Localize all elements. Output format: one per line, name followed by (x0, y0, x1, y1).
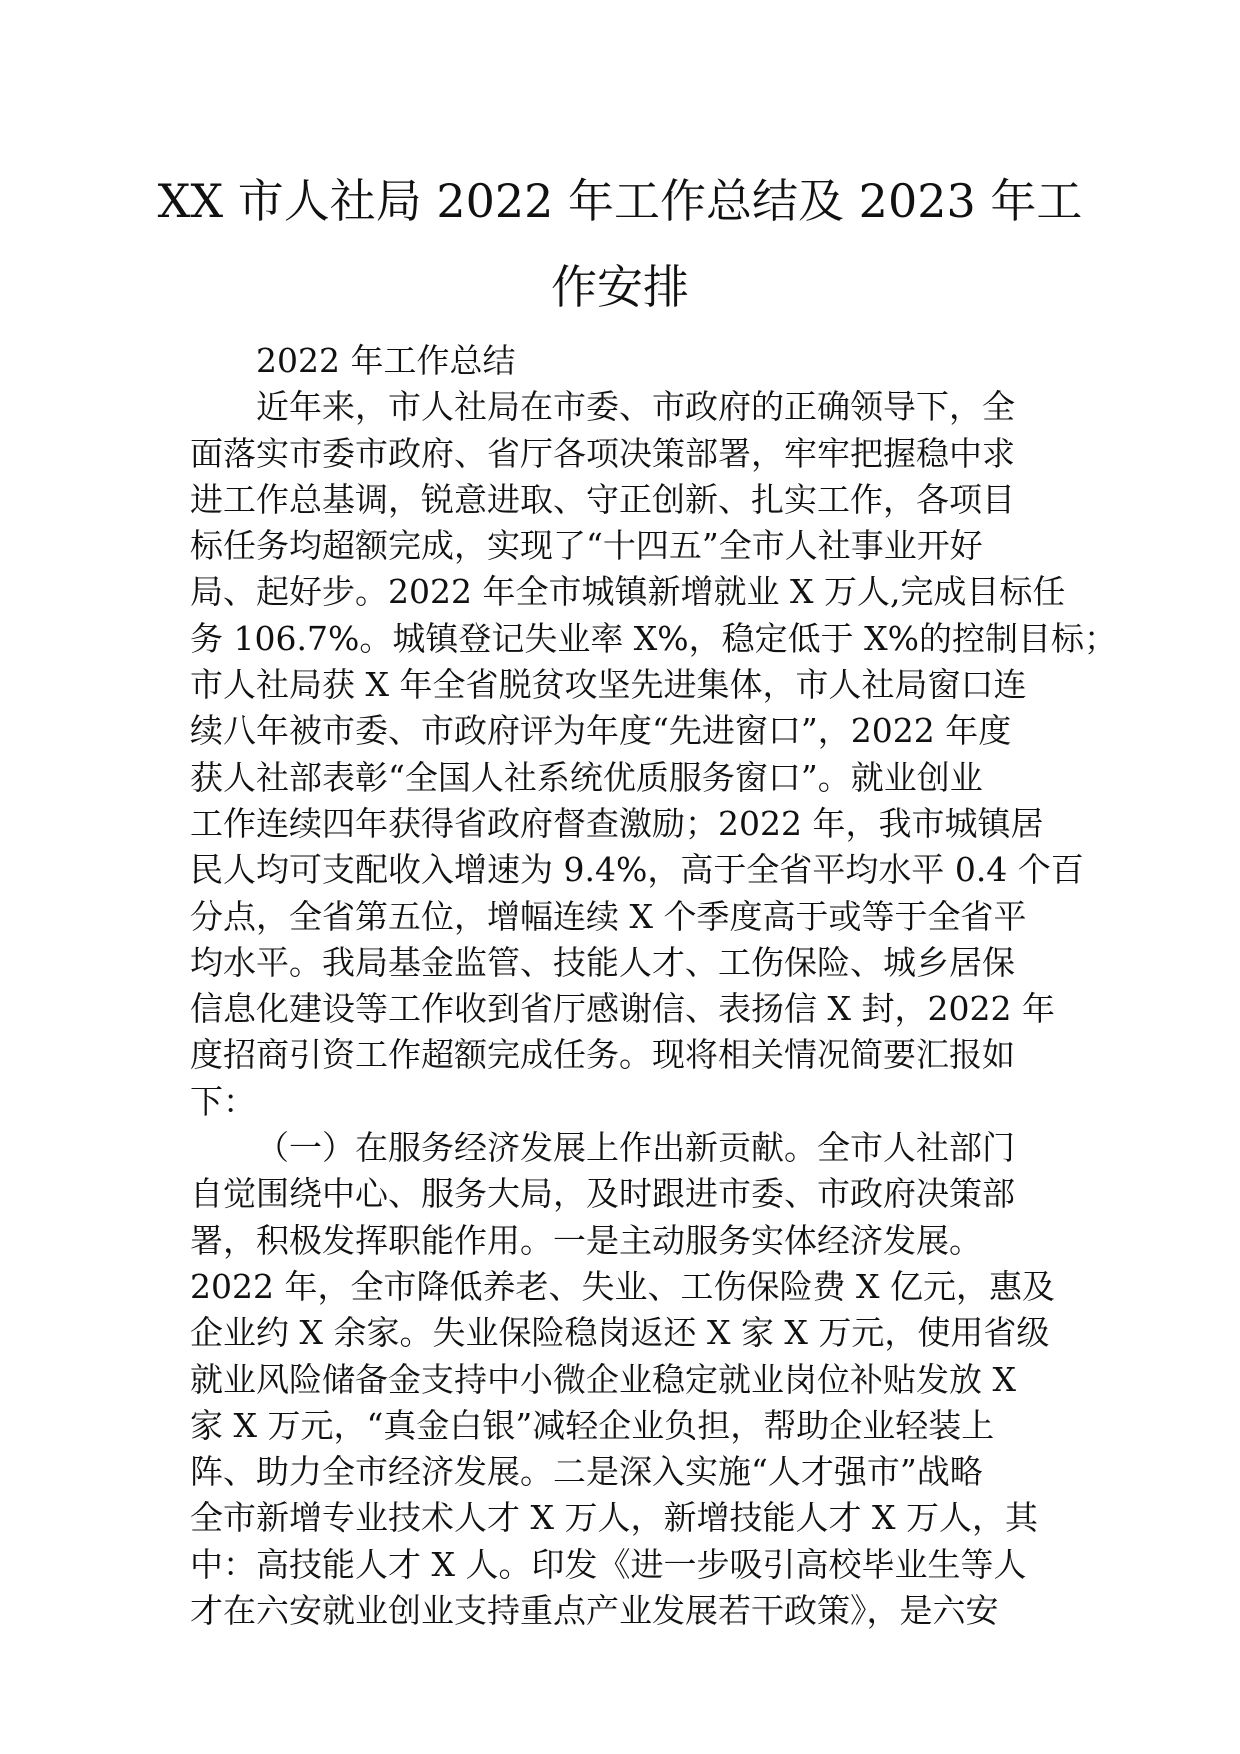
paragraph-line: 家 X 万元，“真金白银”减轻企业负担，帮助企业轻装上 (190, 1405, 995, 1445)
paragraph-line: 就业风险储备金支持中小微企业稳定就业岗位补贴发放 X (190, 1359, 1016, 1399)
paragraph-line: 面落实市委市政府、省厅各项决策部署，牢牢把握稳中求 (190, 433, 1015, 473)
paragraph-line: 度招商引资工作超额完成任务。现将相关情况简要汇报如 (190, 1035, 1015, 1075)
paragraph-line: 近年来，市人社局在市委、市政府的正确领导下，全 (256, 387, 1015, 427)
document-title-line-1: XX 市人社局 2022 年工作总结及 2023 年工 (157, 174, 1083, 228)
paragraph-line: 分点，全省第五位，增幅连续 X 个季度高于或等于全省平 (190, 896, 1027, 936)
paragraph-line: 务 106.7%。城镇登记失业率 X%，稳定低于 X%的控制目标； (190, 618, 1117, 658)
paragraph-line: （一）在服务经济发展上作出新贡献。全市人社部门 (256, 1128, 1015, 1168)
paragraph-line: 阵、助力全市经济发展。二是深入实施“人才强市”战略 (190, 1452, 983, 1492)
document-title-line-2: 作安排 (551, 260, 689, 314)
paragraph-line: 工作连续四年获得省政府督查激励；2022 年，我市城镇居 (190, 803, 1044, 843)
paragraph-2 (190, 1125, 1090, 1634)
paragraph-line: 局、起好步。2022 年全市城镇新增就业 X 万人,完成目标任 (190, 572, 1066, 612)
paragraph-line: 市人社局获 X 年全省脱贫攻坚先进集体，市人社局窗口连 (190, 665, 1027, 705)
paragraph-line: 下： (190, 1081, 256, 1121)
paragraph-line: 进工作总基调，锐意进取、守正创新、扎实工作，各项目 (190, 479, 1015, 519)
paragraph-line: 标任务均超额完成，实现了“十四五”全市人社事业开好 (190, 526, 983, 566)
section-heading: 2022 年工作总结 (256, 341, 516, 380)
paragraph-line: 署，积极发挥职能作用。一是主动服务实体经济发展。 (190, 1220, 982, 1260)
paragraph-line: 自觉围绕中心、服务大局，及时跟进市委、市政府决策部 (190, 1174, 1015, 1214)
paragraph-1 (190, 384, 1117, 1125)
paragraph-line: 均水平。我局基金监管、技能人才、工伤保险、城乡居保 (190, 942, 1015, 982)
paragraph-line: 中：高技能人才 X 人。印发《进一步吸引高校毕业生等人 (190, 1544, 1027, 1584)
paragraph-line: 全市新增专业技术人才 X 万人，新增技能人才 X 万人，其 (190, 1498, 1038, 1538)
paragraph-line: 民人均可支配收入增速为 9.4%，高于全省平均水平 0.4 个百 (190, 850, 1084, 890)
paragraph-line: 2022 年，全市降低养老、失业、工伤保险费 X 亿元，惠及 (190, 1266, 1055, 1306)
paragraph-line: 获人社部表彰“全国人社系统优质服务窗口”。就业创业 (190, 757, 983, 797)
paragraph-line: 信息化建设等工作收到省厅感谢信、表扬信 X 封，2022 年 (190, 989, 1055, 1029)
paragraph-line: 续八年被市委、市政府评为年度“先进窗口”，2022 年度 (190, 711, 1012, 751)
paragraph-line: 才在六安就业创业支持重点产业发展若干政策》，是六安 (190, 1591, 999, 1631)
paragraph-line: 企业约 X 余家。失业保险稳岗返还 X 家 X 万元，使用省级 (190, 1313, 1050, 1353)
document-body (190, 338, 1117, 1634)
